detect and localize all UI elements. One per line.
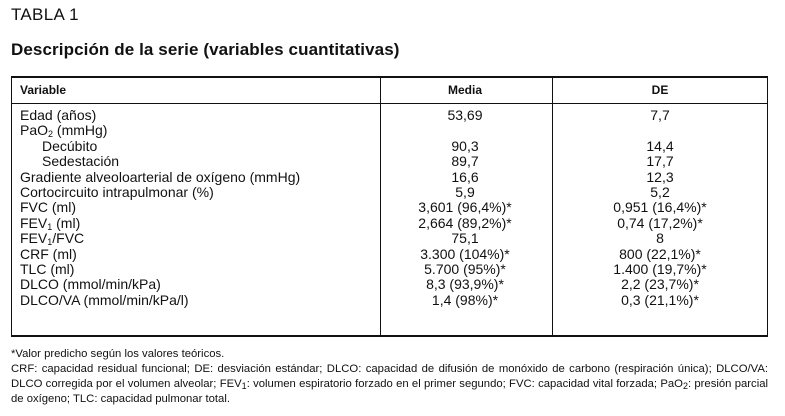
cell-mean: 90,3	[451, 137, 479, 154]
cell-mean: 1,4 (98%)*	[431, 291, 499, 308]
cell-sd: 12,3	[646, 168, 674, 185]
table-footnotes	[11, 347, 768, 407]
table-row	[0, 200, 785, 215]
cell-variable: DLCO (mmol/min/kPa)	[20, 276, 161, 293]
cell-mean: 89,7	[451, 153, 479, 170]
table-bottom-rule	[11, 335, 768, 337]
cell-variable: $FEV_1$/FVC	[20, 230, 85, 248]
cell-sd: 8	[656, 230, 664, 247]
table-title: Descripción de la serie (variables cuantitativas)	[11, 40, 400, 59]
table-row	[0, 123, 785, 138]
table-row	[0, 231, 785, 246]
table-row	[0, 108, 785, 123]
header-mean: Media	[447, 83, 482, 97]
table-label: TABLA 1	[11, 5, 79, 24]
cell-variable: FVC (ml)	[20, 199, 76, 216]
cell-variable: Gradiente alveoloarterial de oxígeno (mmHg)	[20, 168, 301, 185]
cell-mean: 3.300 (104%)*	[420, 245, 510, 262]
cell-sd: 0,74 (17,2%)*	[617, 214, 703, 231]
cell-variable: Sedestación	[42, 153, 120, 170]
cell-sd: 1.400 (19,7%)*	[613, 260, 707, 277]
cell-sd: 7,7	[650, 107, 670, 123]
table-row	[0, 262, 785, 277]
table-top-rule	[11, 76, 768, 78]
table-row	[0, 154, 785, 169]
cell-sd: 17,7	[646, 153, 674, 170]
cell-variable: Cortocircuito intrapulmonar (%)	[20, 183, 214, 200]
cell-variable: CRF (ml)	[20, 245, 77, 262]
table-row	[0, 293, 785, 308]
table-row	[0, 185, 785, 200]
table-row	[0, 139, 785, 154]
table-row	[0, 277, 785, 292]
table-row	[0, 170, 785, 185]
cell-mean: 8,3 (93,9%)*	[426, 276, 504, 293]
header-variable: Variable	[20, 83, 67, 97]
cell-sd: 14,4	[646, 137, 674, 154]
cell-sd: 0,951 (16,4%)*	[613, 199, 707, 216]
table-row	[0, 216, 785, 231]
footnote-abbreviations: CRF: capacidad residual funcional; DE: desviación estándar; DLCO: capacidad de difusión de monóxido de carbono (respiración única); DLCO/VA: DLCO corregida por el volumen alveolar; $FEV_1$: volumen espiratorio forzado en el primer segundo; FVC: capacidad vital forzada; PaO$_2$: presión parcial de oxígeno; TLC: capacidad pulmonar total.	[11, 363, 769, 405]
cell-variable: Decúbito	[42, 137, 98, 154]
cell-sd: 2,2 (23,7%)*	[621, 276, 699, 293]
cell-mean: 75,1	[451, 230, 479, 247]
cell-sd: 800 (22,1%)*	[619, 245, 701, 262]
table-header-rule	[11, 103, 768, 104]
cell-sd: 0,3 (21,1%)*	[621, 291, 699, 308]
cell-mean: 2,664 (89,2%)*	[418, 214, 512, 231]
cell-variable: PaO$_2$ (mmHg)	[20, 122, 108, 140]
table-row	[0, 247, 785, 262]
cell-variable: $FEV_1$ (ml)	[20, 214, 81, 232]
cell-mean: 53,69	[447, 107, 483, 123]
cell-variable: DLCO/VA (mmol/min/kPa/l)	[20, 291, 189, 308]
cell-mean: 16,6	[451, 168, 479, 185]
cell-mean: 5.700 (95%)*	[424, 260, 506, 277]
cell-variable: TLC (ml)	[20, 260, 75, 277]
table-body	[0, 108, 785, 308]
cell-variable: Edad (años)	[20, 107, 97, 123]
cell-mean: 3,601 (96,4%)*	[418, 199, 512, 216]
header-sd: DE	[651, 83, 669, 97]
cell-mean: 5,9	[455, 183, 475, 200]
cell-sd: 5,2	[650, 183, 670, 200]
footnote-predicted: *Valor predicho según los valores teóricos.	[11, 348, 225, 360]
